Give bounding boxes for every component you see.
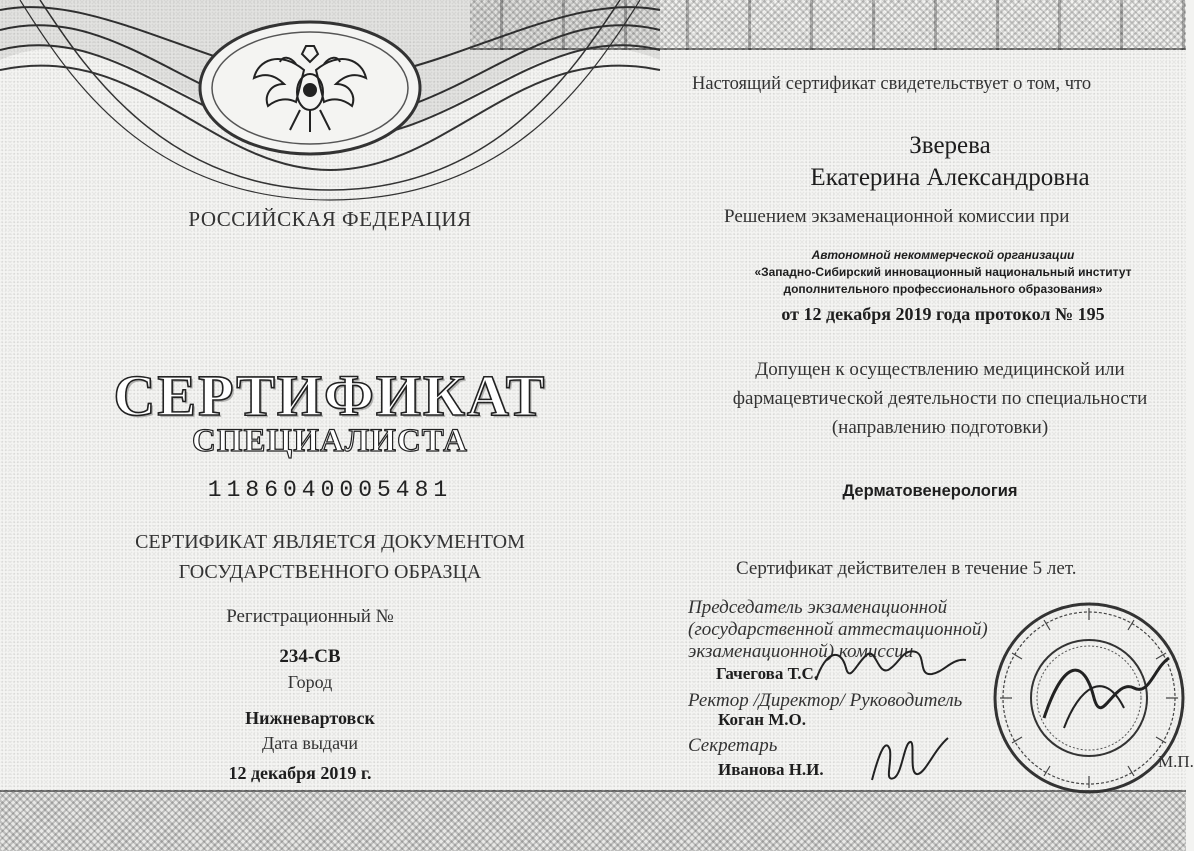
org-line-2: «Западно-Сибирский инновационный национальный институт <box>754 265 1132 279</box>
holder-surname: Зверева <box>909 132 991 159</box>
registration-number: 234-СВ <box>279 646 341 667</box>
protocol-text: от 12 декабря 2019 года протокол № 195 <box>781 304 1105 324</box>
chair-line-1: Председатель экзаменационной <box>688 597 948 618</box>
rector-signature-label: Ректор /Директор/ Руководитель <box>688 690 963 711</box>
serial-number: 1186040005481 <box>207 477 453 503</box>
intro-text: Настоящий сертификат свидетельствует о том, что <box>692 74 1092 94</box>
admission-text <box>690 355 1190 442</box>
emblem-ornament <box>0 0 660 200</box>
decision-text: Решением экзаменационной комиссии при <box>724 206 1070 227</box>
validity-text: Сертификат действителен в течение 5 лет. <box>736 558 1077 579</box>
admit-line-2: фармацевтической деятельности по специальности <box>732 388 1148 409</box>
org-line-3: дополнительного профессионального образования» <box>783 282 1103 296</box>
certificate-title: СЕРТИФИКАТ <box>113 363 547 428</box>
chair-line-2: (государственной аттестационной) <box>688 619 988 640</box>
registration-label: Регистрационный № <box>226 606 394 627</box>
rector-name: Коган М.О. <box>718 710 807 729</box>
chair-signature-scribble <box>806 640 976 690</box>
secretary-signature-scribble <box>864 730 954 790</box>
issue-date-label: Дата выдачи <box>261 733 359 753</box>
specialty-name: Дерматовенерология <box>842 482 1018 500</box>
country-label: РОССИЙСКАЯ ФЕДЕРАЦИЯ <box>188 207 472 231</box>
bottom-ornament-band <box>0 790 1186 851</box>
chair-line-3: экзаменационной) комиссии <box>688 641 914 662</box>
holder-given-names: Екатерина Александровна <box>810 164 1090 191</box>
city-label: Город <box>287 672 333 692</box>
organization-name <box>700 247 1186 298</box>
city-value: Нижневартовск <box>245 708 375 728</box>
stamp-place-label: М.П. <box>1158 752 1194 771</box>
secretary-signature-label: Секретарь <box>688 735 778 756</box>
state-doc-line-1: СЕРТИФИКАТ ЯВЛЯЕТСЯ ДОКУМЕНТОМ <box>135 531 525 553</box>
state-doc-line-2: ГОСУДАРСТВЕННОГО ОБРАЗЦА <box>178 561 482 583</box>
admit-line-3: (направлению подготовки) <box>831 417 1049 438</box>
org-line-1: Автономной некоммерческой организации <box>811 248 1075 262</box>
issue-date-value: 12 декабря 2019 г. <box>228 763 372 783</box>
chair-name: Гачегова Т.С. <box>716 664 818 683</box>
secretary-name: Иванова Н.И. <box>718 760 824 779</box>
state-document-note <box>0 527 660 587</box>
admit-line-1: Допущен к осуществлению медицинской или <box>755 359 1125 380</box>
certificate-subtitle: СПЕЦИАЛИСТА <box>192 423 468 459</box>
